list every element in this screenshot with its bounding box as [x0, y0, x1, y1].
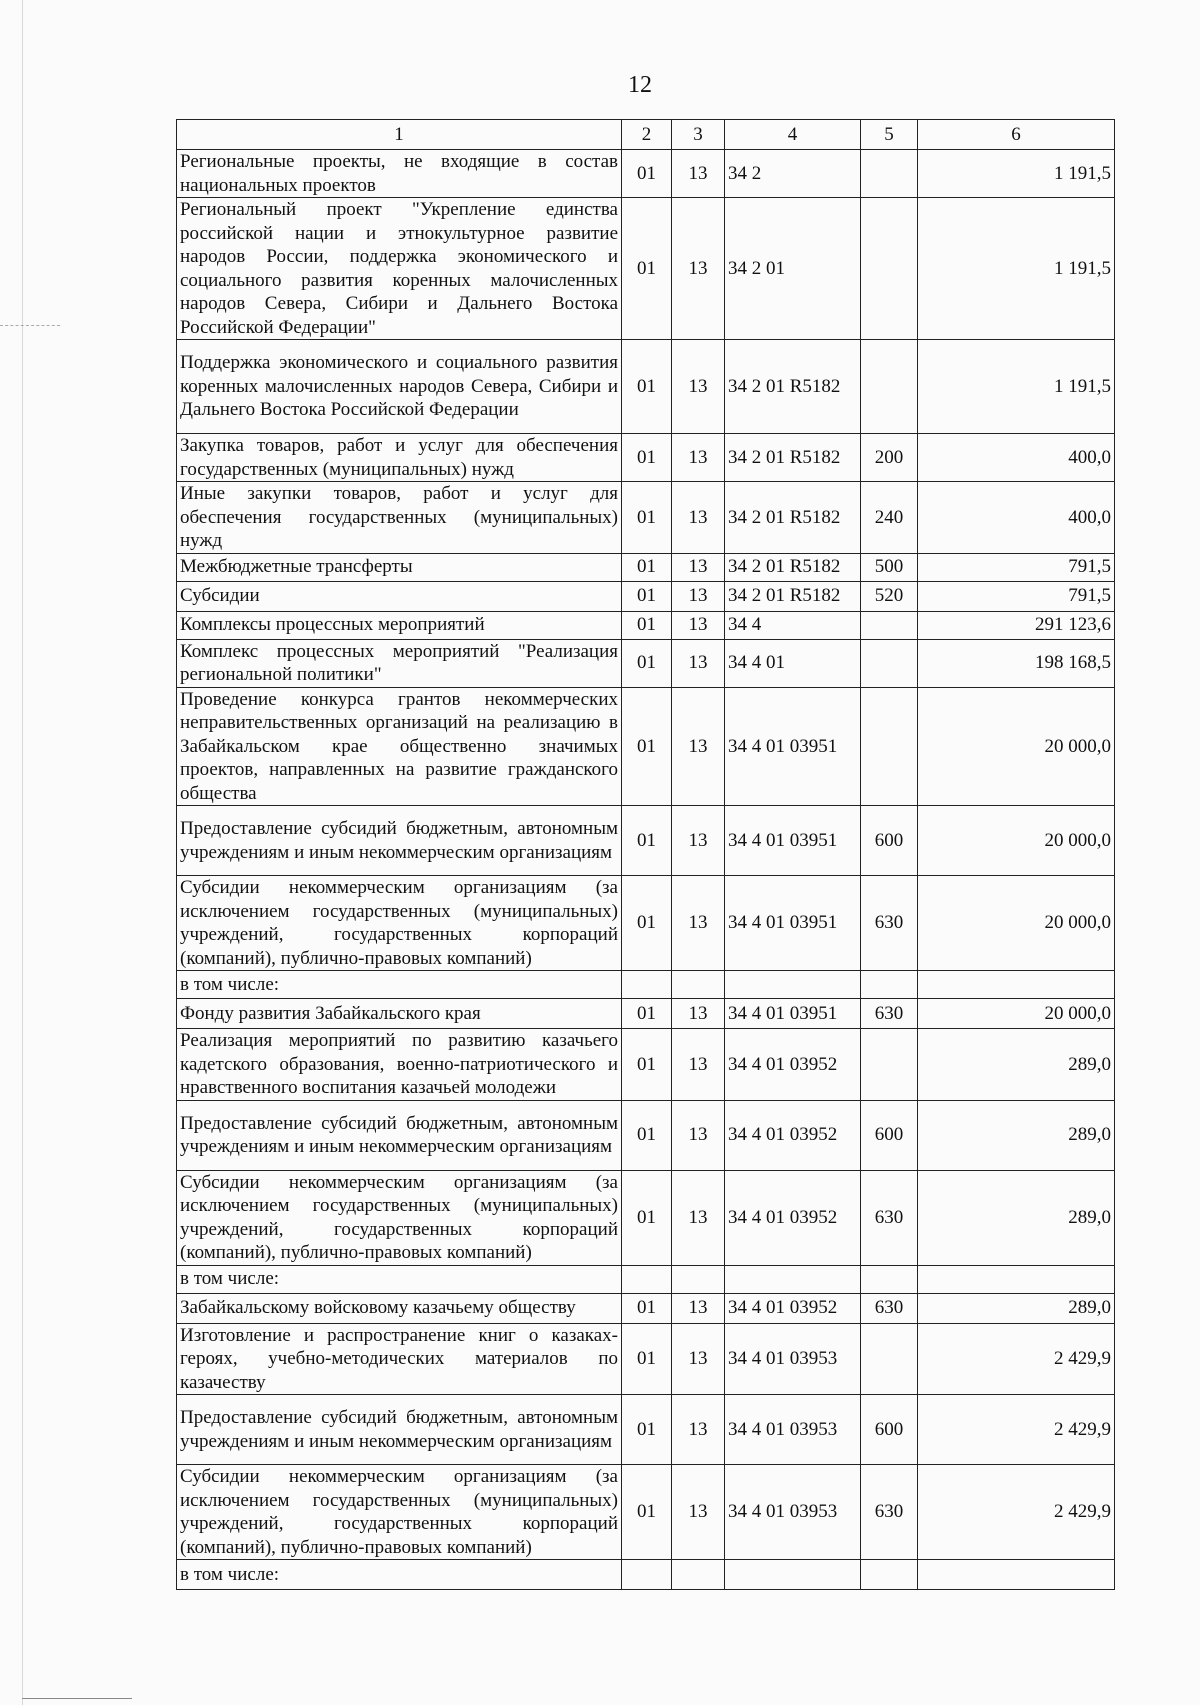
row-cell-3: 13 — [672, 876, 725, 971]
row-cell-2: 01 — [622, 198, 672, 340]
row-cell-6 — [918, 1265, 1115, 1293]
row-cell-3 — [672, 1265, 725, 1293]
table-row — [177, 198, 1115, 340]
row-description: Предоставление субсидий бюджетным, автономным учреждениям и иным некоммерческим организациям — [177, 806, 622, 876]
row-cell-6: 2 429,9 — [918, 1465, 1115, 1560]
header-cell-3: 3 — [672, 120, 725, 150]
table-row — [177, 1465, 1115, 1560]
row-cell-2: 01 — [622, 639, 672, 687]
row-cell-3: 13 — [672, 687, 725, 806]
row-description: Предоставление субсидий бюджетным, автономным учреждениям и иным некоммерческим организациям — [177, 1100, 622, 1170]
row-cell-5 — [861, 340, 918, 434]
row-cell-5: 200 — [861, 434, 918, 482]
row-cell-4: 34 2 01 R5182 — [725, 482, 861, 554]
row-cell-6: 20 000,0 — [918, 876, 1115, 971]
row-description: Поддержка экономического и социального развития коренных малочисленных народов Севера, Сибири и Дальнего Востока Российской Федерации — [177, 340, 622, 434]
row-description: Иные закупки товаров, работ и услуг для обеспечения государственных (муниципальных) нужд — [177, 482, 622, 554]
row-cell-3: 13 — [672, 340, 725, 434]
table-row — [177, 1293, 1115, 1323]
row-cell-2: 01 — [622, 687, 672, 806]
row-cell-6 — [918, 1560, 1115, 1590]
row-cell-3: 13 — [672, 999, 725, 1029]
row-cell-6: 289,0 — [918, 1029, 1115, 1101]
row-description: Проведение конкурса грантов некоммерческих неправительственных организаций на реализацию в Забайкальском крае общественно значимых проектов, направленных на развитие гражданского общества — [177, 687, 622, 806]
row-cell-4: 34 2 01 R5182 — [725, 434, 861, 482]
row-cell-6: 1 191,5 — [918, 340, 1115, 434]
row-cell-5: 240 — [861, 482, 918, 554]
row-cell-5: 630 — [861, 1465, 918, 1560]
row-cell-2: 01 — [622, 340, 672, 434]
row-cell-4: 34 2 01 R5182 — [725, 340, 861, 434]
row-cell-5: 520 — [861, 581, 918, 611]
row-cell-6: 289,0 — [918, 1293, 1115, 1323]
row-description: Комплексы процессных мероприятий — [177, 611, 622, 639]
row-cell-3: 13 — [672, 1100, 725, 1170]
row-cell-5: 600 — [861, 1100, 918, 1170]
table-body — [177, 120, 1115, 1590]
row-cell-4: 34 2 — [725, 150, 861, 198]
row-cell-3 — [672, 971, 725, 999]
table-row — [177, 1560, 1115, 1590]
row-cell-2 — [622, 971, 672, 999]
row-cell-5 — [861, 971, 918, 999]
row-description: Региональный проект "Укрепление единства российской нации и этнокультурное развитие народов России, поддержка экономического и социального развития коренных малочисленных народов Севера, Сибири и Дальнего Востока Российской Федерации" — [177, 198, 622, 340]
row-description: Субсидии некоммерческим организациям (за исключением государственных (муниципальных) учреждений, государственных корпораций (компаний), публично-правовых компаний) — [177, 1465, 622, 1560]
budget-table — [176, 119, 1115, 1590]
row-description: Фонду развития Забайкальского края — [177, 999, 622, 1029]
row-cell-2: 01 — [622, 999, 672, 1029]
row-cell-4: 34 4 01 03953 — [725, 1465, 861, 1560]
row-cell-6: 289,0 — [918, 1100, 1115, 1170]
row-cell-5: 630 — [861, 1170, 918, 1265]
row-description: Субсидии некоммерческим организациям (за исключением государственных (муниципальных) учреждений, государственных корпораций (компаний), публично-правовых компаний) — [177, 876, 622, 971]
row-description: в том числе: — [177, 1560, 622, 1590]
table-row — [177, 434, 1115, 482]
header-cell-4: 4 — [725, 120, 861, 150]
row-cell-4: 34 2 01 R5182 — [725, 553, 861, 581]
table-row — [177, 639, 1115, 687]
row-cell-6: 20 000,0 — [918, 687, 1115, 806]
row-cell-5 — [861, 198, 918, 340]
table-row — [177, 806, 1115, 876]
row-cell-2: 01 — [622, 1100, 672, 1170]
row-cell-2: 01 — [622, 806, 672, 876]
row-cell-4: 34 4 01 03953 — [725, 1395, 861, 1465]
row-cell-3: 13 — [672, 1465, 725, 1560]
row-cell-3: 13 — [672, 1323, 725, 1395]
row-description: Комплекс процессных мероприятий "Реализация региональной политики" — [177, 639, 622, 687]
table-header-row — [177, 120, 1115, 150]
row-cell-6: 400,0 — [918, 434, 1115, 482]
row-cell-5 — [861, 611, 918, 639]
row-description: Изготовление и распространение книг о казаках-героях, учебно-методических материалов по казачеству — [177, 1323, 622, 1395]
row-cell-6: 791,5 — [918, 581, 1115, 611]
row-cell-3: 13 — [672, 1170, 725, 1265]
row-cell-2: 01 — [622, 482, 672, 554]
row-cell-4: 34 4 01 03952 — [725, 1100, 861, 1170]
row-cell-3: 13 — [672, 806, 725, 876]
row-cell-5 — [861, 687, 918, 806]
row-cell-2: 01 — [622, 1029, 672, 1101]
row-description: Предоставление субсидий бюджетным, автономным учреждениям и иным некоммерческим организациям — [177, 1395, 622, 1465]
row-cell-5 — [861, 1265, 918, 1293]
header-cell-6: 6 — [918, 120, 1115, 150]
row-cell-3: 13 — [672, 482, 725, 554]
row-cell-4: 34 4 01 03953 — [725, 1323, 861, 1395]
row-cell-5: 600 — [861, 1395, 918, 1465]
table-row — [177, 581, 1115, 611]
row-cell-5: 500 — [861, 553, 918, 581]
table-row — [177, 340, 1115, 434]
row-description: Закупка товаров, работ и услуг для обеспечения государственных (муниципальных) нужд — [177, 434, 622, 482]
table-row — [177, 1029, 1115, 1101]
row-cell-3 — [672, 1560, 725, 1590]
row-cell-5: 630 — [861, 999, 918, 1029]
row-cell-5 — [861, 1029, 918, 1101]
row-cell-4: 34 2 01 R5182 — [725, 581, 861, 611]
row-description: Региональные проекты, не входящие в состав национальных проектов — [177, 150, 622, 198]
table-row — [177, 1265, 1115, 1293]
row-cell-3: 13 — [672, 1293, 725, 1323]
table-row — [177, 150, 1115, 198]
row-cell-2: 01 — [622, 1465, 672, 1560]
row-description: в том числе: — [177, 971, 622, 999]
header-cell-1: 1 — [177, 120, 622, 150]
row-cell-3: 13 — [672, 198, 725, 340]
table-row — [177, 1100, 1115, 1170]
row-cell-4: 34 4 01 03952 — [725, 1293, 861, 1323]
row-cell-6: 791,5 — [918, 553, 1115, 581]
row-cell-4 — [725, 971, 861, 999]
row-cell-2: 01 — [622, 1395, 672, 1465]
row-cell-4: 34 4 01 03952 — [725, 1029, 861, 1101]
table-row — [177, 971, 1115, 999]
row-cell-5 — [861, 1560, 918, 1590]
row-cell-5 — [861, 639, 918, 687]
table-row — [177, 553, 1115, 581]
table-row — [177, 999, 1115, 1029]
row-cell-2 — [622, 1560, 672, 1590]
row-cell-3: 13 — [672, 150, 725, 198]
row-cell-4: 34 4 01 03951 — [725, 806, 861, 876]
row-cell-3: 13 — [672, 581, 725, 611]
row-cell-2: 01 — [622, 434, 672, 482]
row-cell-6: 20 000,0 — [918, 999, 1115, 1029]
row-cell-4 — [725, 1560, 861, 1590]
row-cell-5: 630 — [861, 1293, 918, 1323]
row-cell-6: 20 000,0 — [918, 806, 1115, 876]
scan-bottom-edge — [22, 1698, 132, 1699]
row-cell-4 — [725, 1265, 861, 1293]
row-cell-3: 13 — [672, 553, 725, 581]
row-cell-2: 01 — [622, 1293, 672, 1323]
row-description: Реализация мероприятий по развитию казачьего кадетского образования, военно-патриотического и нравственного воспитания казачьей молодежи — [177, 1029, 622, 1101]
row-cell-3: 13 — [672, 1395, 725, 1465]
row-cell-4: 34 4 — [725, 611, 861, 639]
row-cell-4: 34 4 01 03951 — [725, 687, 861, 806]
row-cell-2: 01 — [622, 553, 672, 581]
row-cell-6: 1 191,5 — [918, 198, 1115, 340]
row-cell-2: 01 — [622, 1170, 672, 1265]
row-cell-5: 600 — [861, 806, 918, 876]
row-cell-6: 291 123,6 — [918, 611, 1115, 639]
row-cell-5: 630 — [861, 876, 918, 971]
row-cell-6: 2 429,9 — [918, 1395, 1115, 1465]
row-cell-6: 400,0 — [918, 482, 1115, 554]
scan-edge-mark — [0, 325, 60, 328]
header-cell-2: 2 — [622, 120, 672, 150]
table-row — [177, 482, 1115, 554]
table-row — [177, 1170, 1115, 1265]
table-row — [177, 687, 1115, 806]
row-cell-4: 34 4 01 — [725, 639, 861, 687]
row-cell-3: 13 — [672, 1029, 725, 1101]
table-row — [177, 611, 1115, 639]
table-row — [177, 1323, 1115, 1395]
scan-left-edge — [22, 0, 23, 1705]
row-description: Межбюджетные трансферты — [177, 553, 622, 581]
row-description: в том числе: — [177, 1265, 622, 1293]
table-row — [177, 876, 1115, 971]
row-cell-3: 13 — [672, 639, 725, 687]
row-cell-3: 13 — [672, 434, 725, 482]
row-cell-4: 34 4 01 03952 — [725, 1170, 861, 1265]
row-cell-3: 13 — [672, 611, 725, 639]
row-cell-4: 34 4 01 03951 — [725, 999, 861, 1029]
row-description: Забайкальскому войсковому казачьему обществу — [177, 1293, 622, 1323]
row-cell-2: 01 — [622, 1323, 672, 1395]
row-cell-6: 198 168,5 — [918, 639, 1115, 687]
row-cell-2: 01 — [622, 876, 672, 971]
row-cell-5 — [861, 150, 918, 198]
row-cell-4: 34 2 01 — [725, 198, 861, 340]
row-cell-6: 1 191,5 — [918, 150, 1115, 198]
page-number: 12 — [628, 72, 652, 98]
row-cell-2: 01 — [622, 611, 672, 639]
row-cell-5 — [861, 1323, 918, 1395]
row-cell-2: 01 — [622, 581, 672, 611]
row-cell-2 — [622, 1265, 672, 1293]
row-cell-2: 01 — [622, 150, 672, 198]
row-description: Субсидии некоммерческим организациям (за исключением государственных (муниципальных) учреждений, государственных корпораций (компаний), публично-правовых компаний) — [177, 1170, 622, 1265]
row-cell-6: 289,0 — [918, 1170, 1115, 1265]
header-cell-5: 5 — [861, 120, 918, 150]
row-cell-6 — [918, 971, 1115, 999]
row-cell-4: 34 4 01 03951 — [725, 876, 861, 971]
row-cell-6: 2 429,9 — [918, 1323, 1115, 1395]
table-row — [177, 1395, 1115, 1465]
row-description: Субсидии — [177, 581, 622, 611]
